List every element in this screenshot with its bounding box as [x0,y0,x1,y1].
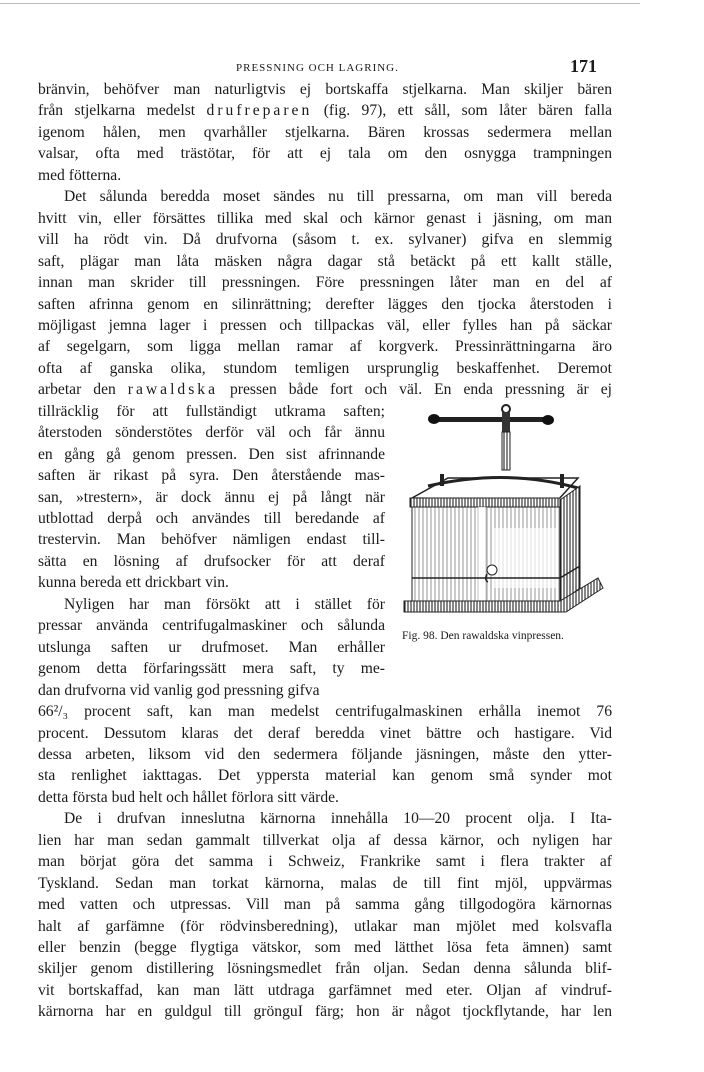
text-segment: med vatten och utpressas. Vill man på samma gång tillgodogöra kärnornas [38,896,612,914]
text-line [38,1002,612,1022]
text-segment: kunna bereda ett drickbart vin. [38,574,229,592]
figure-wine-press [398,398,612,620]
figure-caption: Fig. 98. Den rawaldska vinpressen. [402,630,564,642]
text-segment: dan drufvorna vid vanlig god pressning gifva [38,681,320,699]
text-segment: utblottad derpå och användes till beredande af [38,510,385,527]
text-line [38,595,385,615]
text-segment: vill ha rödt vin. Då drufvorna (såsom t. ex. sylvaner) gifva en slemmig [38,231,612,249]
text-segment: ofta af ganska olika, stundom temligen ursprunglig beskaffenhet. Deremot [38,359,612,377]
text-segment: Nyligen har man försökt att i stället för [64,595,385,613]
text-segment: med fötterna. [38,166,122,184]
text-segment: genom detta förfaringssätt mera saft, ty me- [38,660,385,678]
text-segment: detta första bud helt och hållet förlora sitt värde. [38,788,339,806]
text-line [38,766,612,786]
text-segment: arbetar den [38,381,128,399]
text-segment: Tyskland. Sedan man torkat kärnorna, malas de till fint mjöl, uppvärmas [38,874,612,892]
text-line [38,337,612,357]
text-segment: 66²/₃ procent saft, kan man medelst centrifugalmaskinen erhålla inemot 76 [38,703,612,721]
text-line [38,681,385,701]
text-segment: utslunga saften ur drufmoset. Man erhåller [38,638,385,656]
text-segment: saften är rikast på syra. Den återstående mas- [38,467,385,485]
text-line [38,466,385,486]
text-line [38,209,612,229]
text-line [38,445,385,465]
text-line [38,831,612,851]
text-segment: De i drufvan inneslutna kärnorna innehålla 10—20 procent olja. I Ita- [64,810,612,828]
text-line [38,359,612,379]
text-segment: valsar, ofta med trästötar, för att ej tala om den osnygga trampningen [38,145,612,163]
text-segment: sta renlighet iakttagas. Det yppersta material kan genom små synder mot [38,767,612,785]
text-line [38,101,612,121]
wine-press-illustration [398,398,612,620]
text-line [38,509,385,529]
text-line [38,123,612,143]
text-segment: procent. Dessutom klaras det deraf beredda vinet bättre och hastigare. Vid [38,724,612,742]
text-segment: pressen både fort och väl. En enda pressning är ej [218,381,612,399]
spaced-emphasis: drufreparen [206,102,313,120]
text-line [38,80,612,100]
text-line [38,702,612,722]
text-segment: lien har man sedan gammalt tillverkat olja af dessa kärnor, och nyligen har [38,831,612,849]
spaced-emphasis: rawaldska [127,381,218,399]
text-line [38,959,612,979]
text-line [38,917,612,937]
text-line [38,230,612,250]
text-segment: pressar använda centrifugalmaskiner och sålunda [38,617,385,635]
text-segment: Det sålunda beredda moset sändes nu till pressarna, om man vill bereda [64,188,612,206]
text-segment: möjligast jemna lager i pressen och tillpackas väl, eller fylles han på säckar [38,316,612,334]
text-line [38,316,612,336]
text-segment: af segelgarn, som ligga mellan ramar af korgverk. Pressinrättningarna äro [38,338,612,356]
text-line [38,981,612,1001]
text-line [38,809,612,829]
text-segment: trestervin. Man behöfver nämligen endast till- [38,531,385,549]
text-line [38,659,385,679]
text-line [38,252,612,272]
text-segment: (fig. 97), ett såll, som låter bären falla [312,102,612,120]
text-line [38,573,385,593]
scan-edge-line [0,3,640,4]
text-line [38,938,612,958]
text-segment: en gång gå genom pressen. Den sist afrinnande [38,445,385,463]
text-segment: innan man skrider till pressningen. Före pressningen låter man en del af [38,274,612,292]
running-head: PRESSNING OCH LAGRING. [236,62,399,74]
text-line [38,423,385,443]
text-segment: man börjat göra det samma i Schweiz, Frankrike samt i flera trakter af [38,853,612,871]
text-segment: från stjelkarna medelst [38,102,207,120]
text-segment: vit bortskaffad, kan man lätt utdraga garfämnet med eter. Oljan af vindruf- [38,981,612,999]
text-line [38,724,612,744]
text-segment: sätta en lösning af drufsocker för att deraf [38,552,385,570]
text-line [38,616,385,636]
text-segment: halt af garfämne (för rödvinsberedning), utlakar man mjölet med kolsvafla [38,917,612,935]
text-line [38,745,612,765]
text-segment: dessa arbeten, liksom vid den sedermera följande jäsningen, måste den ytter- [38,745,612,763]
text-line [38,488,385,508]
text-line [38,144,612,164]
text-line [38,788,612,808]
text-line [38,874,612,894]
text-line [38,852,612,872]
text-segment: saft, plägar man låta mäsken några dagar stå betäckt på ett kallt ställe, [38,252,612,270]
text-line [38,166,612,186]
text-segment: hvitt vin, eller försättes tillika med skal och kärnor genast i jäsning, om man [38,209,612,227]
text-line [38,273,612,293]
text-segment: bränvin, behöfver man naturligtvis ej bortskaffa stjelkarna. Man skiljer bären [38,81,612,98]
text-segment: skiljer genom distillering lösningsmedlet från oljan. Sedan denna sålunda blif- [38,960,612,978]
text-segment: san, »trestern», är dock ännu ej på långt när [38,488,385,506]
text-segment: igenom hålen, men qvarhåller stjelkarna. Bären krossas sedermera mellan [38,123,612,141]
text-segment: återstoden sönderstötes derför väl och får ännu [38,424,385,442]
page-number: 171 [570,56,597,76]
text-line [38,295,612,315]
text-line [38,552,385,572]
text-line [38,895,612,915]
text-line [38,530,385,550]
text-segment: tillräcklig för att fullständigt utkrama saften; [38,402,385,420]
text-line [38,187,612,207]
text-line [38,402,385,422]
text-segment: eller benzin (begge flygtiga vätskor, som med lätthet lösa feta ämnen) samt [38,939,612,956]
text-segment: saften afrinna genom en silinrättning; derefter lägges den tjocka återstoden i [38,295,612,313]
text-segment: kärnorna har en guldgul till grönguI färg; hon är något tjockflytande, har len [38,1003,612,1021]
text-line [38,638,385,658]
